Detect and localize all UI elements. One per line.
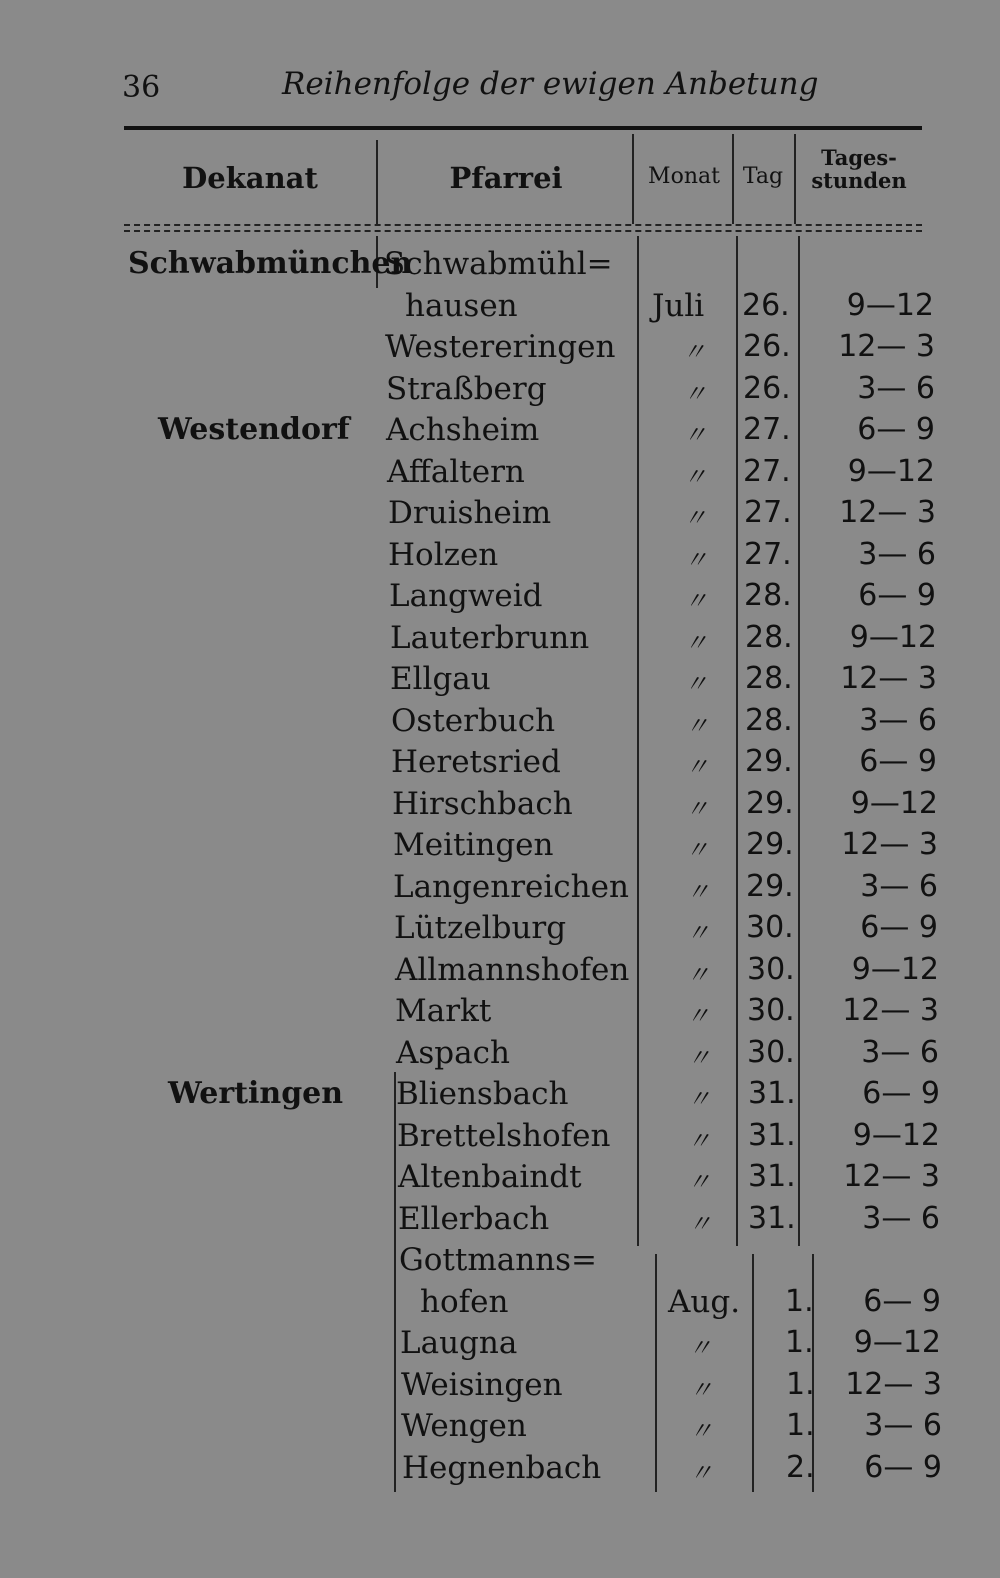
monat-cell: 〃	[684, 629, 708, 657]
header-rule-2	[124, 230, 922, 232]
tag-cell: 27.	[744, 537, 792, 572]
tag-cell: 1.	[785, 1284, 814, 1319]
tag-cell: 2.	[786, 1450, 815, 1485]
tag-cell: 28.	[744, 578, 792, 613]
column-divider	[732, 134, 734, 224]
tag-cell: 28.	[745, 661, 793, 696]
pfarrei-cell: Lützelburg	[394, 910, 567, 946]
tagesstunden-cell: 9—12	[846, 288, 934, 323]
monat-cell: 〃	[687, 1127, 711, 1155]
monat-cell: Juli	[652, 288, 705, 324]
pfarrei-cell: Hegnenbach	[402, 1450, 602, 1486]
col-header-dekanat: Dekanat	[182, 161, 318, 195]
column-divider	[655, 1254, 657, 1492]
monat-cell: 〃	[684, 546, 708, 574]
pfarrei-cell: Holzen	[388, 537, 499, 573]
tagesstunden-cell: 9—12	[851, 952, 939, 987]
pfarrei-cell: Ellerbach	[398, 1201, 550, 1237]
pfarrei-cell: Straßberg	[386, 371, 547, 407]
tag-cell: 27.	[743, 454, 791, 489]
pfarrei-cell: Brettelshofen	[397, 1118, 611, 1154]
tag-cell: 31.	[748, 1201, 796, 1236]
col-header-tagesstunden-line1: Tages-	[821, 145, 897, 170]
tagesstunden-cell: 12— 3	[841, 827, 938, 862]
tag-cell: 27.	[743, 412, 791, 447]
pfarrei-cell: Laugna	[400, 1325, 518, 1361]
column-divider	[794, 134, 796, 224]
tagesstunden-cell: 3— 6	[858, 537, 936, 572]
tagesstunden-cell: 6— 9	[864, 1450, 942, 1485]
header-rule-1	[124, 224, 922, 226]
pfarrei-cell: Weisingen	[401, 1367, 563, 1403]
monat-cell: 〃	[687, 1044, 711, 1072]
tag-cell: 26.	[743, 329, 791, 364]
tag-cell: 1.	[785, 1325, 814, 1360]
tagesstunden-cell: 3— 6	[861, 1035, 939, 1070]
pfarrei-cell: Ellgau	[390, 661, 491, 697]
tagesstunden-cell: 3— 6	[860, 869, 938, 904]
tagesstunden-cell: 9—12	[853, 1325, 941, 1360]
monat-cell: 〃	[685, 836, 709, 864]
column-divider	[637, 236, 639, 1246]
monat-cell: 〃	[689, 1459, 713, 1487]
tag-cell: 1.	[786, 1408, 815, 1443]
tag-cell: 28.	[745, 703, 793, 738]
tagesstunden-cell: 6— 9	[863, 1284, 941, 1319]
tag-cell: 26.	[742, 288, 790, 323]
tag-cell: 28.	[745, 620, 793, 655]
tag-cell: 30.	[747, 952, 795, 987]
tag-cell: 31.	[748, 1076, 796, 1111]
pfarrei-cell: Osterbuch	[391, 703, 556, 739]
tagesstunden-cell: 9—12	[847, 454, 935, 489]
tagesstunden-cell: 12— 3	[845, 1367, 942, 1402]
monat-cell: 〃	[686, 919, 710, 947]
tag-cell: 29.	[746, 786, 794, 821]
monat-cell: 〃	[683, 463, 707, 491]
tag-cell: 27.	[744, 495, 792, 530]
dekanat-cell: Wertingen	[168, 1076, 344, 1111]
tagesstunden-cell: 3— 6	[862, 1201, 940, 1236]
tagesstunden-cell: 12— 3	[842, 993, 939, 1028]
col-header-pfarrei: Pfarrei	[449, 161, 563, 195]
pfarrei-cell: Langweid	[389, 578, 543, 614]
monat-cell: 〃	[686, 961, 710, 989]
tagesstunden-cell: 9—12	[849, 620, 937, 655]
tagesstunden-cell: 6— 9	[859, 744, 937, 779]
pfarrei-cell: hofen	[420, 1284, 509, 1320]
monat-cell: Aug.	[668, 1284, 741, 1320]
pfarrei-cell: Schwabmühl=	[384, 246, 613, 282]
col-header-tagesstunden	[796, 146, 922, 192]
tag-cell: 31.	[748, 1118, 796, 1153]
pfarrei-cell: Lauterbrunn	[390, 620, 590, 656]
pfarrei-cell: Affaltern	[387, 454, 525, 490]
monat-cell: 〃	[685, 712, 709, 740]
monat-cell: 〃	[689, 1376, 713, 1404]
tagesstunden-cell: 3— 6	[859, 703, 937, 738]
tag-cell: 30.	[747, 1035, 795, 1070]
tag-cell: 26.	[743, 371, 791, 406]
tag-cell: 31.	[748, 1159, 796, 1194]
col-header-monat: Monat	[648, 164, 720, 189]
running-title: Reihenfolge der ewigen Anbetung	[282, 66, 819, 102]
monat-cell: 〃	[684, 587, 708, 615]
pfarrei-cell: Markt	[395, 993, 492, 1029]
monat-cell: 〃	[682, 338, 706, 366]
dekanat-cell: Schwabmünchen	[128, 246, 413, 281]
pfarrei-cell: Westereringen	[385, 329, 616, 365]
tagesstunden-cell: 12— 3	[839, 495, 936, 530]
monat-cell: 〃	[688, 1334, 712, 1362]
col-header-tag: Tag	[742, 164, 784, 189]
pfarrei-cell: Meitingen	[393, 827, 554, 863]
monat-cell: 〃	[687, 1085, 711, 1113]
monat-cell: 〃	[685, 795, 709, 823]
tagesstunden-cell: 6— 9	[862, 1076, 940, 1111]
tag-cell: 30.	[746, 910, 794, 945]
tagesstunden-cell: 3— 6	[857, 371, 935, 406]
column-divider	[736, 236, 738, 1246]
dekanat-cell: Westendorf	[158, 412, 350, 447]
column-divider	[376, 140, 378, 224]
monat-cell: 〃	[686, 878, 710, 906]
pfarrei-cell: hausen	[405, 288, 518, 324]
column-divider	[752, 1254, 754, 1492]
top-rule	[124, 126, 922, 130]
tagesstunden-cell: 6— 9	[860, 910, 938, 945]
tagesstunden-cell: 6— 9	[858, 578, 936, 613]
column-divider	[798, 236, 800, 1246]
pfarrei-cell: Altenbaindt	[398, 1159, 582, 1195]
pfarrei-cell: Gottmanns=	[399, 1242, 598, 1278]
page-number: 36	[122, 70, 161, 105]
column-divider	[394, 1072, 396, 1492]
pfarrei-cell: Langenreichen	[393, 869, 629, 905]
pfarrei-cell: Allmannshofen	[395, 952, 630, 988]
pfarrei-cell: Aspach	[396, 1035, 510, 1071]
pfarrei-cell: Hirschbach	[392, 786, 573, 822]
tag-cell: 30.	[747, 993, 795, 1028]
tag-cell: 29.	[746, 869, 794, 904]
monat-cell: 〃	[683, 380, 707, 408]
monat-cell: 〃	[686, 1002, 710, 1030]
pfarrei-cell: Druisheim	[388, 495, 552, 531]
monat-cell: 〃	[688, 1210, 712, 1238]
tagesstunden-cell: 12— 3	[838, 329, 935, 364]
pfarrei-cell: Achsheim	[386, 412, 540, 448]
pfarrei-cell: Bliensbach	[396, 1076, 569, 1112]
tag-cell: 29.	[746, 827, 794, 862]
monat-cell: 〃	[687, 1168, 711, 1196]
pfarrei-cell: Wengen	[401, 1408, 527, 1444]
tag-cell: 29.	[745, 744, 793, 779]
tagesstunden-cell: 9—12	[850, 786, 938, 821]
tagesstunden-cell: 12— 3	[843, 1159, 940, 1194]
tagesstunden-cell: 9—12	[852, 1118, 940, 1153]
monat-cell: 〃	[683, 504, 707, 532]
monat-cell: 〃	[685, 753, 709, 781]
pfarrei-cell: Heretsried	[391, 744, 561, 780]
monat-cell: 〃	[683, 421, 707, 449]
col-header-tagesstunden-line2: stunden	[811, 168, 907, 194]
monat-cell: 〃	[684, 670, 708, 698]
tagesstunden-cell: 6— 9	[857, 412, 935, 447]
monat-cell: 〃	[689, 1417, 713, 1445]
column-divider	[632, 134, 634, 224]
tagesstunden-cell: 12— 3	[840, 661, 937, 696]
tagesstunden-cell: 3— 6	[864, 1408, 942, 1443]
tag-cell: 1.	[786, 1367, 815, 1402]
